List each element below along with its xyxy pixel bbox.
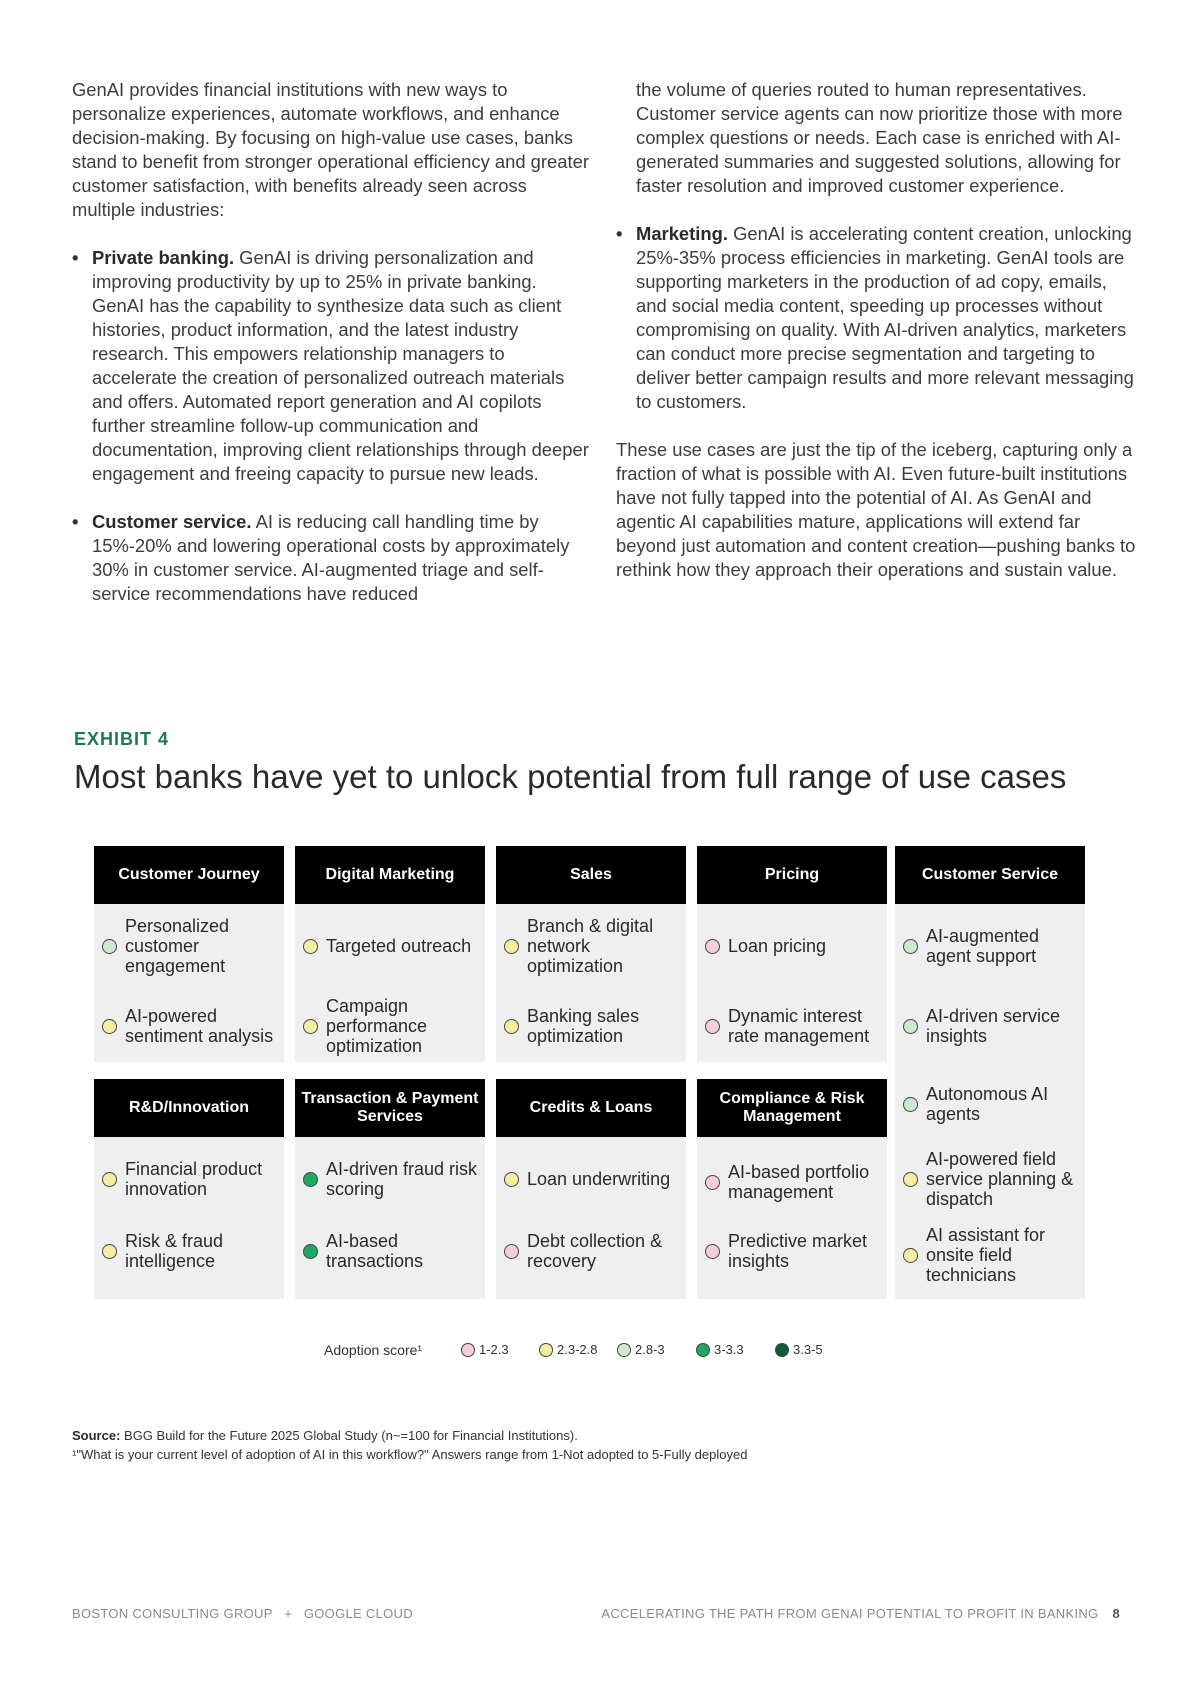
bullet-marketing xyxy=(616,222,1136,414)
use-case-label: Targeted outreach xyxy=(326,936,472,956)
use-case-item xyxy=(102,1149,280,1209)
source-line xyxy=(72,1426,747,1445)
adoption-dot xyxy=(102,1172,117,1187)
bullet-text: GenAI is accelerating content creation, unlocking 25%-35% process efficiencies in marketing. GenAI tools are supporting marketers in the production of ad copy, emails, and social media content, speeding up processes without compromising on quality. With AI-driven analytics, marketers can conduct more precise segmentation and targeting to deliver better campaign results and more relevant messaging to customers. xyxy=(636,223,1134,412)
use-case-label: AI-based transactions xyxy=(326,1231,424,1271)
adoption-dot xyxy=(903,1248,918,1263)
category-card xyxy=(94,846,284,1062)
use-case-label: Risk & fraud intelligence xyxy=(125,1231,224,1271)
legend-text: 3-3.3 xyxy=(714,1342,744,1357)
legend-text: 3.3-5 xyxy=(793,1342,823,1357)
use-case-label: AI-driven service insights xyxy=(926,1006,1061,1046)
legend-text: 2.8-3 xyxy=(635,1342,665,1357)
use-case-item xyxy=(102,1221,280,1281)
adoption-dot xyxy=(102,1019,117,1034)
source-note xyxy=(72,1426,747,1464)
adoption-dot xyxy=(102,939,117,954)
closing-paragraph: These use cases are just the tip of the iceberg, capturing only a fraction of what is possible with AI. Even future-built institutions have not fully tapped into the potential of AI. As GenAI and agentic AI capabilities mature, applications will extend far beyond just automation and content creation—pushing banks to rethink how they approach their operations and sustain value. xyxy=(616,439,1136,580)
use-case-label: Financial product innovation xyxy=(125,1159,263,1199)
category-header: Transaction & Payment Services xyxy=(295,1079,485,1137)
category-header: Credits & Loans xyxy=(496,1079,686,1137)
use-case-bullets-right xyxy=(616,222,1136,414)
adoption-dot xyxy=(705,1244,720,1259)
legend-item xyxy=(617,1342,665,1357)
adoption-legend xyxy=(0,1342,1190,1362)
footer-right xyxy=(601,1606,1120,1621)
category-header: Customer Service xyxy=(895,846,1085,904)
category-header: Pricing xyxy=(697,846,887,904)
use-case-label: AI-powered sentiment analysis xyxy=(125,1006,274,1046)
source-label: Source: xyxy=(72,1428,121,1443)
bullet-label: Marketing. xyxy=(636,223,728,244)
bullet-text: AI is reducing call handling time by 15%-20% and lowering operational costs by approximately 30% in customer service. AI-augmented triage and self-service recommendations have reduced xyxy=(92,511,570,604)
legend-dot xyxy=(539,1343,553,1357)
use-case-label: Loan underwriting xyxy=(527,1169,671,1189)
footer-report-title: ACCELERATING THE PATH FROM GENAI POTENTIAL TO PROFIT IN BANKING xyxy=(601,1606,1099,1621)
category-card xyxy=(697,846,887,1062)
bullet-continued: the volume of queries routed to human representatives. Customer service agents can now prioritize those with more complex questions or needs. Each case is enriched with AI-generated summaries and suggested solutions, allowing for faster resolution and improved customer experience. xyxy=(636,79,1123,196)
adoption-dot xyxy=(504,1244,519,1259)
use-case-item xyxy=(303,1149,481,1209)
use-case-item xyxy=(303,1221,481,1281)
page-number: 8 xyxy=(1112,1606,1120,1621)
use-case-label: Debt collection & recovery xyxy=(527,1231,663,1271)
footer-publisher: BOSTON CONSULTING GROUP + GOOGLE CLOUD xyxy=(72,1606,413,1621)
use-case-item xyxy=(504,916,682,976)
adoption-dot xyxy=(504,1172,519,1187)
use-case-item xyxy=(102,996,280,1056)
use-case-label: AI-based portfolio management xyxy=(728,1162,870,1202)
legend-text: 2.3-2.8 xyxy=(557,1342,598,1357)
use-case-label: Predictive market insights xyxy=(728,1231,868,1271)
use-case-label: AI assistant for onsite field technicians xyxy=(926,1225,1046,1285)
legend-item xyxy=(539,1342,597,1357)
bullet-text: GenAI is driving personalization and improving productivity by up to 25% in private banking. GenAI has the capability to synthesize data such as client histories, product information, and the latest industry research. This empowers relationship managers to accelerate the creation of personalized outreach materials and offers. Automated report generation and AI copilots further streamline follow-up communication and documentation, improving client relationships through deeper engagement and freeing capacity to pursue new leads. xyxy=(92,247,589,484)
use-case-item xyxy=(303,996,481,1056)
footnote: ¹"What is your current level of adoption of AI in this workflow?" Answers range from 1-Not adopted to 5-Fully deployed xyxy=(72,1447,748,1462)
use-case-label: AI-augmented agent support xyxy=(926,926,1040,966)
adoption-dot xyxy=(303,1172,318,1187)
category-header: Customer Journey xyxy=(94,846,284,904)
use-case-item xyxy=(903,916,1081,976)
use-case-item xyxy=(903,1222,1081,1288)
adoption-dot xyxy=(303,1019,318,1034)
use-case-item xyxy=(303,916,481,976)
category-card xyxy=(295,846,485,1062)
bullet-private-banking xyxy=(72,246,592,486)
use-case-label: Loan pricing xyxy=(728,936,827,956)
use-case-item xyxy=(705,916,883,976)
legend-dot xyxy=(696,1343,710,1357)
use-case-item xyxy=(903,1074,1081,1134)
adoption-dot xyxy=(303,939,318,954)
use-case-label: Personalized customer engagement xyxy=(125,916,230,976)
category-card xyxy=(895,846,1085,1299)
source-text: BGG Build for the Future 2025 Global Study (n~=100 for Financial Institutions). xyxy=(120,1428,578,1443)
adoption-dot xyxy=(903,1172,918,1187)
use-case-label: Branch & digital network optimization xyxy=(527,916,654,976)
use-case-item xyxy=(102,916,280,976)
use-case-label: AI-powered field service planning & dispatch xyxy=(926,1149,1074,1209)
category-header: Sales xyxy=(496,846,686,904)
category-header: R&D/Innovation xyxy=(94,1079,284,1137)
use-case-label: Campaign performance optimization xyxy=(326,996,428,1056)
bullet-label: Private banking. xyxy=(92,247,235,268)
adoption-dot xyxy=(303,1244,318,1259)
use-case-label: AI-driven fraud risk scoring xyxy=(326,1159,478,1199)
legend-dot xyxy=(775,1343,789,1357)
use-case-item xyxy=(504,1149,682,1209)
legend-item xyxy=(461,1342,509,1357)
legend-label: Adoption score¹ xyxy=(324,1342,423,1358)
use-case-item xyxy=(705,1221,883,1281)
adoption-dot xyxy=(903,939,918,954)
left-column xyxy=(72,78,592,630)
intro-paragraph: GenAI provides financial institutions with new ways to personalize experiences, automate workflows, and enhance decision-making. By focusing on high-value use cases, banks stand to benefit from stronger operational efficiency and greater customer satisfaction, with benefits already seen across multiple industries: xyxy=(72,79,589,220)
use-case-item xyxy=(903,996,1081,1056)
use-case-label: Banking sales optimization xyxy=(527,1006,640,1046)
category-header: Compliance & Risk Management xyxy=(697,1079,887,1137)
use-case-label: Autonomous AI agents xyxy=(926,1084,1049,1124)
use-case-item xyxy=(903,1146,1081,1212)
legend-item xyxy=(775,1342,823,1357)
right-column xyxy=(616,78,1136,606)
use-case-label: Dynamic interest rate management xyxy=(728,1006,870,1046)
adoption-dot xyxy=(903,1019,918,1034)
use-case-item xyxy=(705,1149,883,1215)
category-card xyxy=(496,1079,686,1299)
adoption-dot xyxy=(705,939,720,954)
category-header: Digital Marketing xyxy=(295,846,485,904)
category-card xyxy=(94,1079,284,1299)
adoption-dot xyxy=(504,939,519,954)
bullet-label: Customer service. xyxy=(92,511,252,532)
use-case-item xyxy=(705,996,883,1056)
exhibit-label: EXHIBIT 4 xyxy=(74,729,170,749)
bullet-customer-service xyxy=(72,510,592,606)
legend-item xyxy=(696,1342,744,1357)
adoption-dot xyxy=(705,1175,720,1190)
legend-dot xyxy=(617,1343,631,1357)
adoption-dot xyxy=(903,1097,918,1112)
category-card xyxy=(496,846,686,1062)
adoption-dot xyxy=(705,1019,720,1034)
adoption-dot xyxy=(504,1019,519,1034)
footer-left xyxy=(72,1606,413,1621)
legend-text: 1-2.3 xyxy=(479,1342,509,1357)
category-card xyxy=(295,1079,485,1299)
category-card xyxy=(697,1079,887,1299)
legend-dot xyxy=(461,1343,475,1357)
use-case-item xyxy=(504,1221,682,1281)
exhibit-title: Most banks have yet to unlock potential from full range of use cases xyxy=(74,758,1067,795)
use-case-bullets xyxy=(72,246,592,606)
use-case-item xyxy=(504,996,682,1056)
adoption-dot xyxy=(102,1244,117,1259)
